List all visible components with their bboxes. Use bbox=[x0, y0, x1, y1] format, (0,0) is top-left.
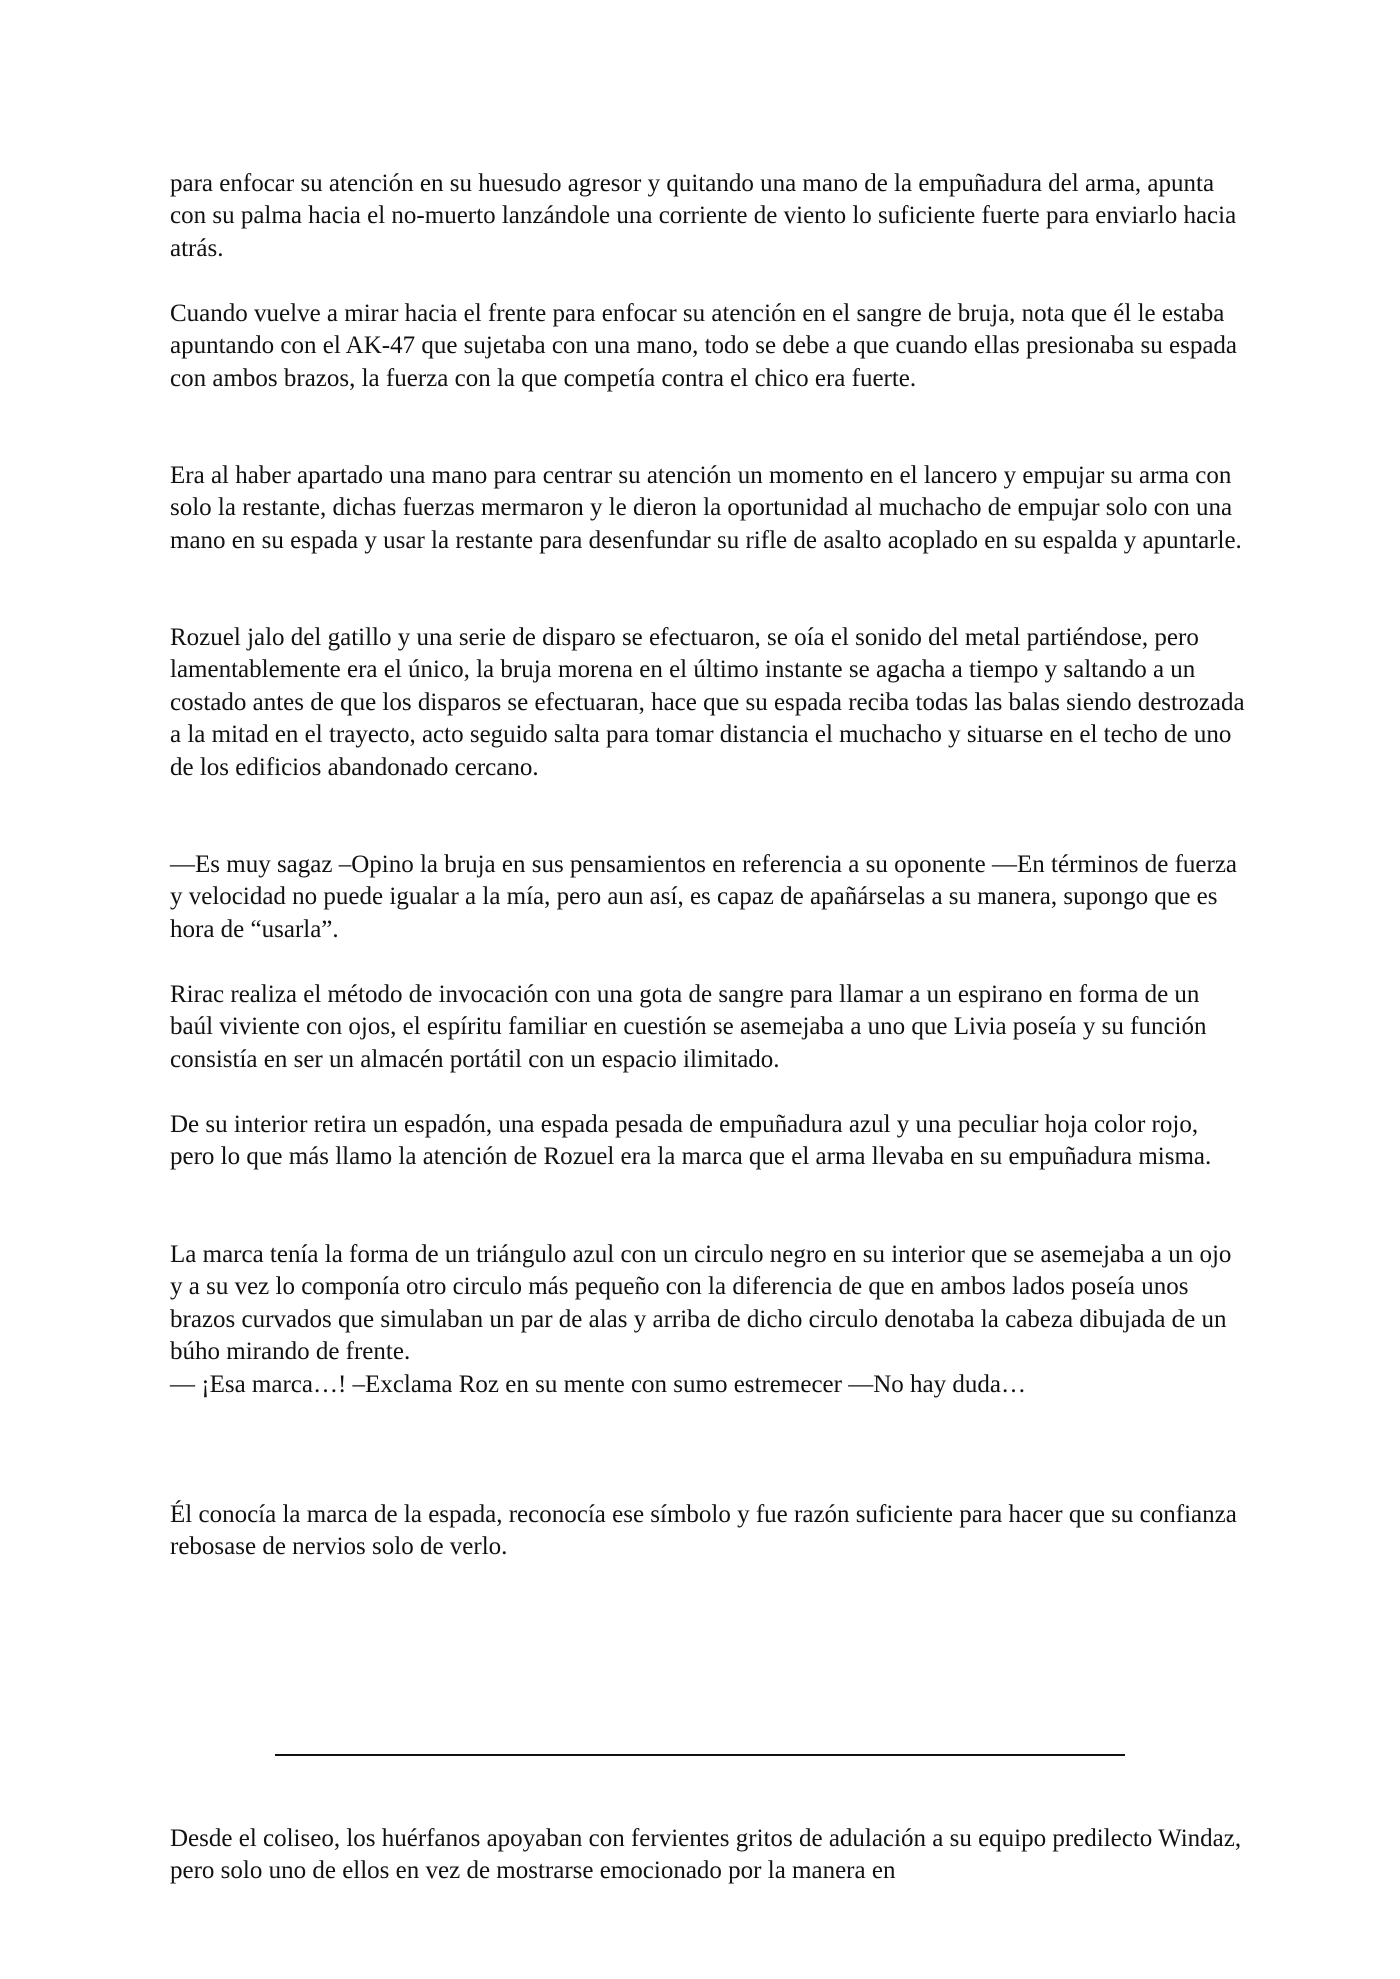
paragraph: Él conocía la marca de la espada, reconocía ese símbolo y fue razón suficiente para hacer que su confianza rebosase de nervios solo de verlo. bbox=[170, 1501, 1237, 1561]
paragraph: De su interior retira un espadón, una espada pesada de empuñadura azul y una peculiar hoja color rojo, pero lo que más llamo la atención de Rozuel era la marca que el arma llevaba en su empuñadura misma. bbox=[170, 1111, 1212, 1171]
paragraph: Desde el coliseo, los huérfanos apoyaban con fervientes gritos de adulación a su equipo predilecto Windaz, pero solo uno de ellos en vez de mostrarse emocionado por la manera en bbox=[170, 1825, 1242, 1885]
section-divider bbox=[275, 1754, 1125, 1756]
paragraph: La marca tenía la forma de un triángulo azul con un circulo negro en su interior que se asemejaba a un ojo y a su vez lo componía otro circulo más pequeño con la diferencia de que en ambos lados poseía unos brazos curvados que simulaban un par de alas y arriba de dicho circulo denotaba la cabeza dibujada de un búho mirando de frente. bbox=[170, 1241, 1232, 1366]
paragraph: Rirac realiza el método de invocación con una gota de sangre para llamar a un espirano en forma de un baúl viviente con ojos, el espíritu familiar en cuestión se asemejaba a uno que Livia poseía y su función consistía en ser un almacén portátil con un espacio ilimitado. bbox=[170, 981, 1207, 1073]
paragraph: Rozuel jalo del gatillo y una serie de disparo se efectuaron, se oía el sonido del metal partiéndose, pero lamentablemente era el único, la bruja morena en el último instante se agacha a tiempo y saltando a un costado antes de que los disparos se efectuaran, hace que su espada reciba todas las balas siendo destrozada a la mitad en el trayecto, acto seguido salta para tomar distancia el muchacho y situarse en el techo de uno de los edificios abandonado cercano. bbox=[170, 624, 1245, 781]
paragraph: — ¡Esa marca…! –Exclama Roz en su mente con sumo estremecer —No hay duda… bbox=[170, 1371, 1026, 1398]
paragraph: Era al haber apartado una mano para centrar su atención un momento en el lancero y empujar su arma con solo la restante, dichas fuerzas mermaron y le dieron la oportunidad al muchacho de empujar solo con una mano en su espada y usar la restante para desenfundar su rifle de asalto acoplado en su espalda y apuntarle. bbox=[170, 462, 1242, 554]
paragraph: Cuando vuelve a mirar hacia el frente para enfocar su atención en el sangre de bruja, nota que él le estaba apuntando con el AK-47 que sujetaba con una mano, todo se debe a que cuando ellas presionaba su espada con ambos brazos, la fuerza con la que competía contra el chico era fuerte. bbox=[170, 300, 1238, 392]
paragraph: —Es muy sagaz –Opino la bruja en sus pensamientos en referencia a su oponente —En términos de fuerza y velocidad no puede igualar a la mía, pero aun así, es capaz de apañárselas a su manera, supongo que es hora de “usarla”. bbox=[170, 851, 1238, 943]
paragraph: para enfocar su atención en su huesudo agresor y quitando una mano de la empuñadura del arma, apunta con su palma hacia el no-muerto lanzándole una corriente de viento lo suficiente fuerte para enviarlo hacia atrás. bbox=[170, 170, 1237, 262]
